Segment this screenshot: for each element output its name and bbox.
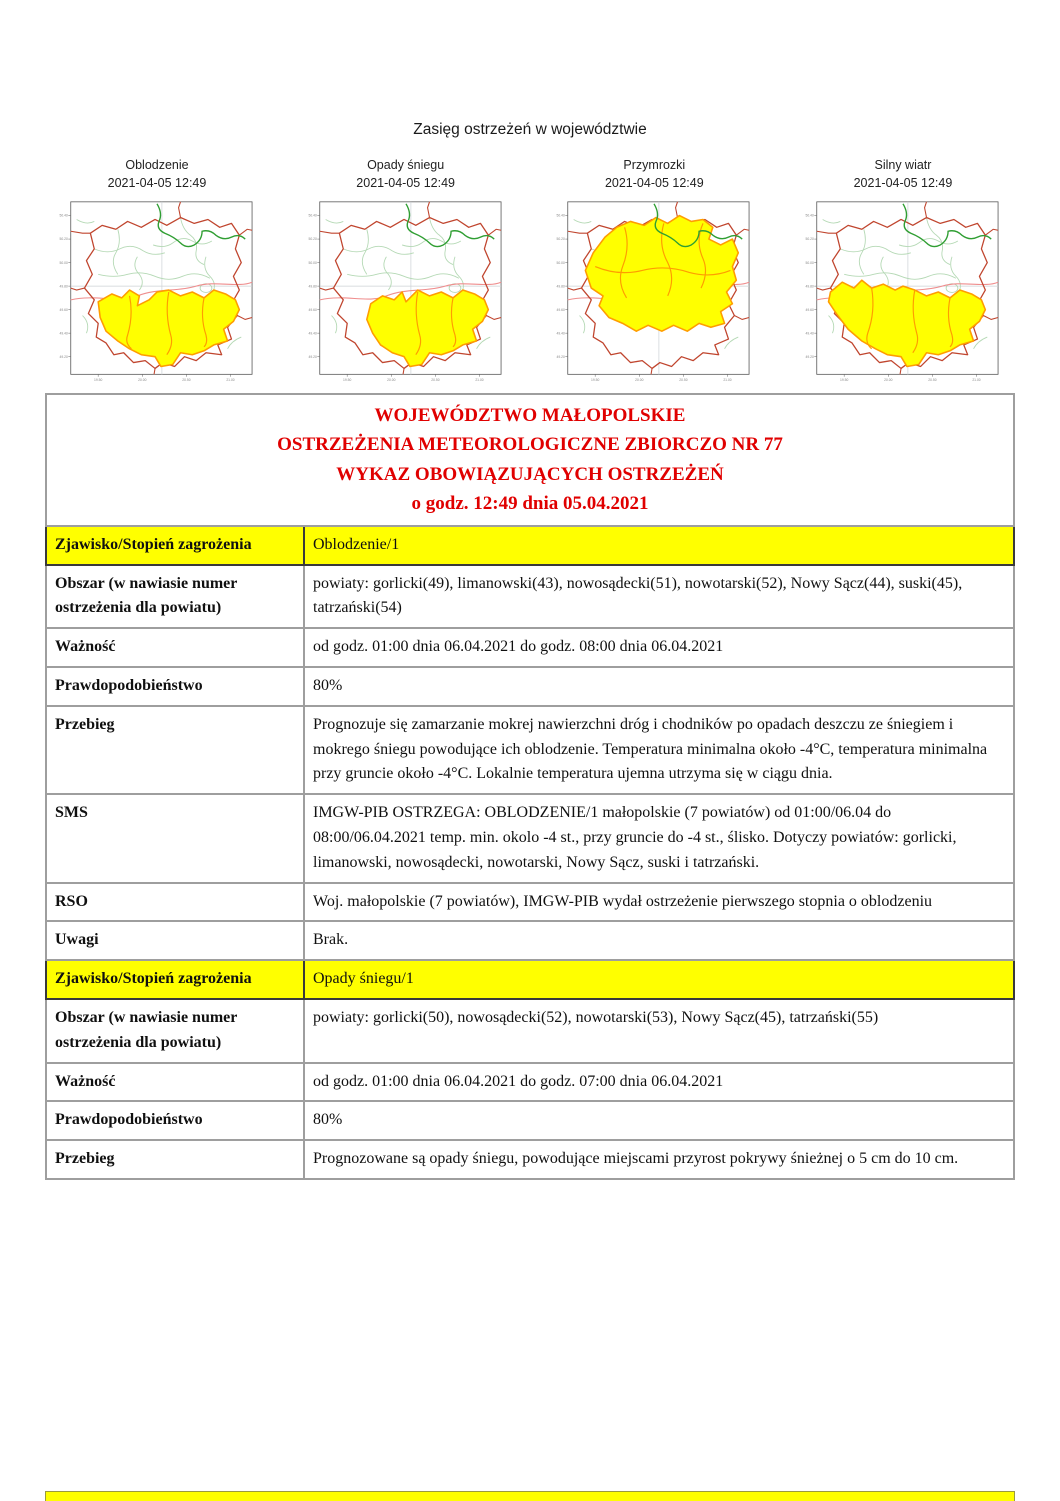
- row-label: RSO: [46, 883, 304, 922]
- warning-map: [36, 157, 278, 387]
- svg-text:50.40: 50.40: [308, 213, 317, 218]
- svg-text:20.00: 20.00: [884, 378, 893, 383]
- row-value: 80%: [304, 667, 1014, 706]
- row-label: Ważność: [46, 1063, 304, 1102]
- svg-text:50.20: 50.20: [59, 237, 68, 242]
- svg-text:20.00: 20.00: [635, 378, 644, 383]
- row-value: IMGW-PIB OSTRZEGA: OBLODZENIE/1 małopolskie (7 powiatów) od 01:00/06.04 do 08:00/06.04.2021 temp. min. okolo -4 st., przy gruncie do -4 st., ślisko. Dotyczy powiatów: gorlicki, limanowski, nowosądecki, nowotarski, Nowy Sącz, suski i tatrzański.: [304, 794, 1014, 882]
- table-header-row: [46, 394, 1014, 526]
- svg-text:49.40: 49.40: [308, 331, 317, 336]
- table-header-line-4: o godz. 12:49 dnia 05.04.2021: [411, 493, 649, 515]
- row-label: Obszar (w nawiasie numer ostrzeżenia dla powiatu): [46, 565, 304, 629]
- map-title: Przymrozki: [623, 158, 686, 172]
- table-row: [46, 883, 1014, 922]
- map-title: Opady śniegu: [367, 158, 445, 172]
- svg-text:49.40: 49.40: [59, 331, 68, 336]
- svg-text:49.80: 49.80: [805, 284, 814, 289]
- svg-text:19.50: 19.50: [94, 378, 103, 383]
- svg-text:21.00: 21.00: [226, 378, 235, 383]
- svg-text:49.80: 49.80: [59, 284, 68, 289]
- svg-text:21.00: 21.00: [474, 378, 484, 383]
- warnings-table: [45, 393, 1015, 1180]
- svg-text:20.50: 20.50: [182, 378, 191, 383]
- table-row: [46, 960, 1014, 999]
- map-image: [556, 197, 752, 387]
- svg-text:49.80: 49.80: [308, 284, 317, 289]
- table-row: [46, 706, 1014, 794]
- row-label: SMS: [46, 794, 304, 882]
- table-header: [46, 394, 1014, 526]
- svg-text:50.00: 50.00: [805, 260, 814, 265]
- row-value: Oblodzenie/1: [304, 526, 1014, 565]
- row-label: Uwagi: [46, 921, 304, 960]
- table-row: [46, 794, 1014, 882]
- svg-text:19.50: 19.50: [591, 378, 600, 383]
- row-value: Prognozuje się zamarzanie mokrej nawierzchni dróg i chodników po opadach deszczu ze śniegiem i mokrego śniegu powodujące ich oblodzenie. Temperatura minimalna około -4°C, temperatura minimalna przy gruncie około -4°C. Lokalnie temperatura ujemna utrzyma się w ciągu dnia.: [304, 706, 1014, 794]
- page-title: Zasięg ostrzeżeń w województwie: [413, 121, 647, 138]
- map-caption: [36, 157, 278, 192]
- svg-text:49.60: 49.60: [59, 307, 68, 312]
- svg-text:49.20: 49.20: [308, 354, 317, 359]
- svg-text:20.50: 20.50: [430, 378, 440, 383]
- row-label: Obszar (w nawiasie numer ostrzeżenia dla powiatu): [46, 999, 304, 1063]
- svg-text:49.60: 49.60: [308, 307, 317, 312]
- svg-text:50.00: 50.00: [59, 260, 68, 265]
- table-row: [46, 999, 1014, 1063]
- row-label: Prawdopodobieństwo: [46, 1101, 304, 1140]
- map-timestamp: 2021-04-05 12:49: [853, 175, 953, 190]
- map-timestamp: 2021-04-05 12:49: [356, 175, 455, 190]
- table-row: [46, 667, 1014, 706]
- table-row: [46, 526, 1014, 565]
- svg-text:49.40: 49.40: [556, 331, 566, 336]
- row-label: Przebieg: [46, 1140, 304, 1179]
- svg-text:20.50: 20.50: [928, 378, 937, 383]
- row-label: Przebieg: [46, 706, 304, 794]
- warning-maps-row: [36, 157, 1024, 387]
- row-value: 80%: [304, 1101, 1014, 1140]
- map-image: [59, 197, 255, 387]
- warning-map: [285, 157, 527, 387]
- table-header-line-2: OSTRZEŻENIA METEOROLOGICZNE ZBIORCZO NR 77: [277, 434, 783, 456]
- svg-text:50.20: 50.20: [805, 237, 814, 242]
- row-value: powiaty: gorlicki(50), nowosądecki(52), nowotarski(53), Nowy Sącz(45), tatrzański(55): [304, 999, 1014, 1063]
- svg-text:49.60: 49.60: [556, 307, 566, 312]
- row-value: Opady śniegu/1: [304, 960, 1014, 999]
- row-label: Zjawisko/Stopień zagrożenia: [46, 960, 304, 999]
- svg-text:49.20: 49.20: [805, 354, 814, 359]
- warning-map: [533, 157, 775, 387]
- table-header-line-3: WYKAZ OBOWIĄZUJĄCYCH OSTRZEŻEŃ: [336, 463, 724, 485]
- svg-text:19.50: 19.50: [839, 378, 849, 383]
- map-caption: [285, 157, 527, 192]
- svg-text:50.40: 50.40: [59, 213, 68, 218]
- svg-text:49.80: 49.80: [556, 284, 566, 289]
- row-value: Prognozowane są opady śniegu, powodujące miejscami przyrost pokrywy śnieżnej o 5 cm do 10 cm.: [304, 1140, 1014, 1179]
- svg-text:21.00: 21.00: [972, 378, 981, 383]
- table-row: [46, 1140, 1014, 1179]
- map-caption: [782, 157, 1024, 192]
- svg-text:50.40: 50.40: [556, 213, 566, 218]
- row-value: od godz. 01:00 dnia 06.04.2021 do godz. 07:00 dnia 06.04.2021: [304, 1063, 1014, 1102]
- table-row: [46, 565, 1014, 629]
- svg-text:21.00: 21.00: [723, 378, 732, 383]
- svg-text:20.00: 20.00: [386, 378, 396, 383]
- row-value: Brak.: [304, 921, 1014, 960]
- svg-text:50.00: 50.00: [556, 260, 566, 265]
- svg-text:50.20: 50.20: [308, 237, 317, 242]
- map-image: [805, 197, 1001, 387]
- svg-text:50.40: 50.40: [805, 213, 814, 218]
- table-row: [46, 921, 1014, 960]
- svg-text:49.20: 49.20: [556, 354, 566, 359]
- row-label: Ważność: [46, 628, 304, 667]
- map-caption: [533, 157, 775, 192]
- svg-text:50.20: 50.20: [556, 237, 566, 242]
- svg-text:49.20: 49.20: [59, 354, 68, 359]
- svg-text:20.50: 20.50: [679, 378, 688, 383]
- table-row: [46, 1101, 1014, 1140]
- row-value: Woj. małopolskie (7 powiatów), IMGW-PIB wydał ostrzeżenie pierwszego stopnia o oblodzeniu: [304, 883, 1014, 922]
- table-header-line-1: WOJEWÓDZTWO MAŁOPOLSKIE: [374, 405, 686, 426]
- svg-text:49.40: 49.40: [805, 331, 814, 336]
- row-value: od godz. 01:00 dnia 06.04.2021 do godz. 08:00 dnia 06.04.2021: [304, 628, 1014, 667]
- map-timestamp: 2021-04-05 12:49: [604, 175, 704, 190]
- map-title: Oblodzenie: [125, 158, 189, 172]
- warning-map: [782, 157, 1024, 387]
- map-title: Silny wiatr: [874, 158, 932, 172]
- row-value: powiaty: gorlicki(49), limanowski(43), nowosądecki(51), nowotarski(52), Nowy Sącz(44), suski(45), tatrzański(54): [304, 565, 1014, 629]
- table-row: [46, 1063, 1014, 1102]
- svg-text:50.00: 50.00: [308, 260, 317, 265]
- svg-text:49.60: 49.60: [805, 307, 814, 312]
- table-row: [46, 628, 1014, 667]
- svg-text:19.50: 19.50: [342, 378, 352, 383]
- row-label: Prawdopodobieństwo: [46, 667, 304, 706]
- map-image: [308, 197, 504, 387]
- map-timestamp: 2021-04-05 12:49: [107, 175, 207, 190]
- svg-text:20.00: 20.00: [138, 378, 147, 383]
- row-label: Zjawisko/Stopień zagrożenia: [46, 526, 304, 565]
